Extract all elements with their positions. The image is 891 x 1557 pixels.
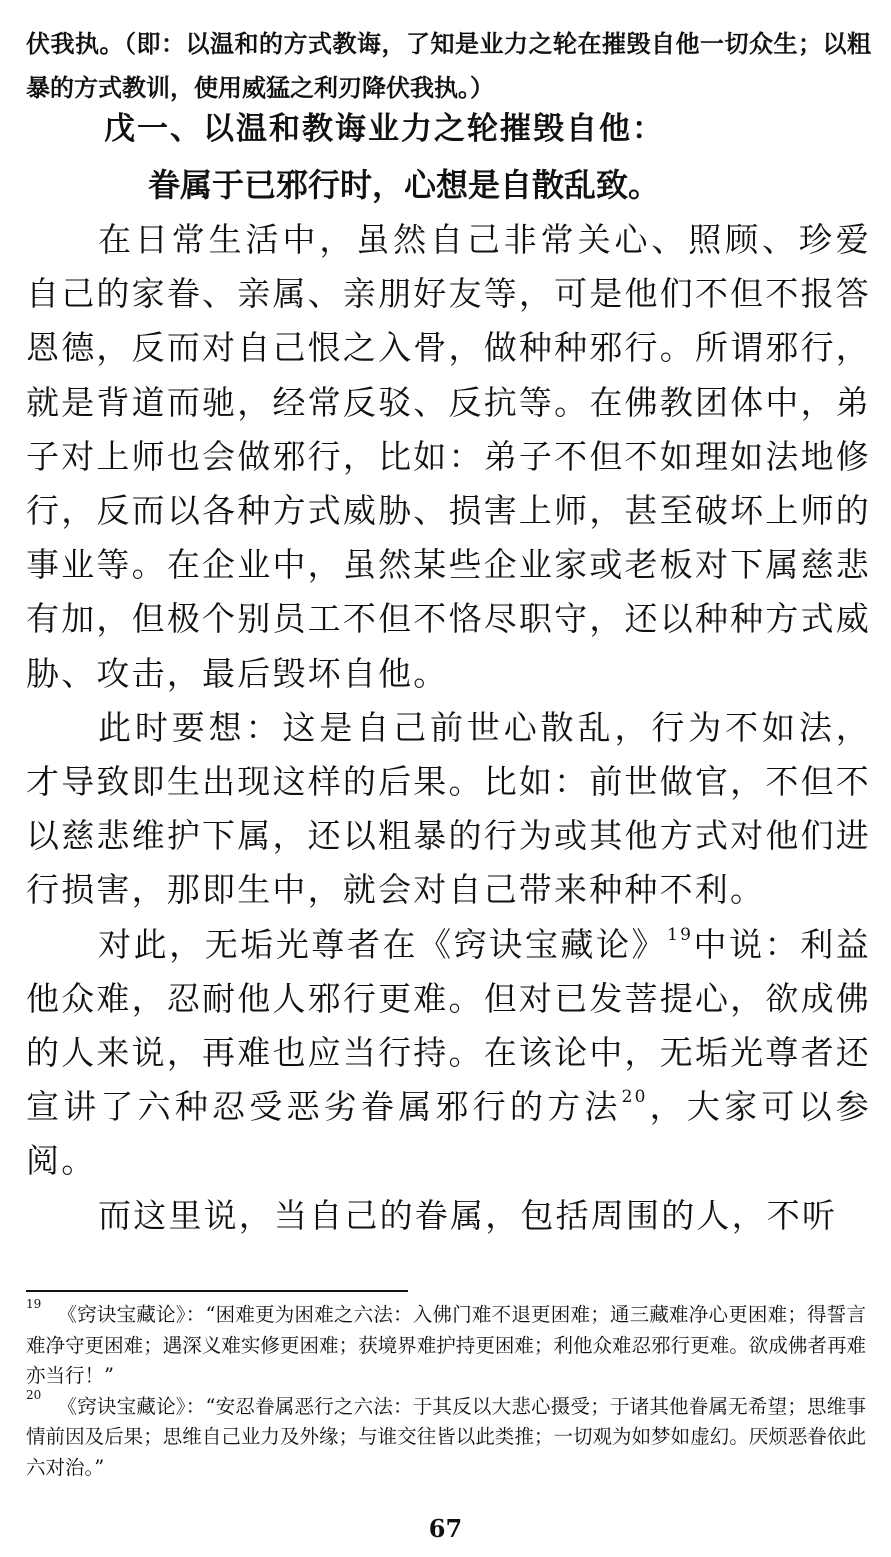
footnote-divider [26,1290,408,1292]
paragraph [26,918,871,1189]
intro-text [26,22,871,110]
footnote-ref[interactable]: 19 [667,924,694,945]
footnotes [26,1296,866,1483]
section-heading: 戊一、以温和教诲业力之轮摧毁自他： [104,111,665,147]
footnote-text: 《窍诀宝藏论》：“安忍眷属恶行之六法：于其反以大悲心摄受；于诸其他眷属无希望；思维事情前因及后果；思维自己业力及外缘；与谁交往皆以此类推；一切观为如梦如虚幻。厌烦恶眷依此六对治。” [26,1394,866,1479]
paragraph: 此时要想：这是自己前世心散乱，行为不如法，才导致即生出现这样的后果。比如：前世做官，不但不以慈悲维护下属，还以粗暴的行为或其他方式对他们进行损害，那即生中，就会对自己带来种种不利。 [26,707,871,910]
footnote [26,1388,866,1484]
root-verse: 眷属于已邪行时，心想是自散乱致。 [148,166,661,204]
paragraph: 而这里说，当自己的眷属，包括周围的人，不听 [98,1195,838,1235]
footnote [26,1296,866,1392]
paragraph: 在日常生活中，虽然自己非常关心、照顾、珍爱自己的家眷、亲属、亲朋好友等，可是他们不但不报答恩德，反而对自己恨之入骨，做种种邪行。所谓邪行，就是背道而驰，经常反驳、反抗等。在佛教团体中，弟子对上师也会做邪行，比如：弟子不但不如理如法地修行，反而以各种方式威胁、损害上师，甚至破坏上师的事业等。在企业中，虽然某些企业家或老板对下属慈悲有加，但极个别员工不但不恪尽职守，还以种种方式威胁、攻击，最后毁坏自他。 [26,220,871,693]
page-number: 67 [428,1514,463,1543]
intro-lead: 伏我执。 [26,29,124,58]
footnote-number: 19 [26,1296,42,1311]
footnote-text: 《窍诀宝藏论》：“困难更为困难之六法：入佛门难不退更困难；通三藏难净心更困难；得誓言难净守更困难；遇深义难实修更困难；获境界难护持更困难；利他众难忍邪行更难。欲成佛者再难亦当行！” [26,1303,866,1387]
paragraph-text: 中说：利益他众难，忍耐他人邪行更难。但对已发菩提心，欲成佛的人来说，再难也应当行持。在该论中，无垢光尊者还宣讲了六种忍受恶劣眷属邪行的方法 [26,924,872,1127]
paragraph-text: ，大家可以参阅。 [26,1087,872,1181]
body-text [26,213,871,1243]
footnote-ref[interactable]: 20 [621,1087,648,1108]
footnote-number: 20 [26,1388,42,1402]
intro-note: （即：以温和的方式教诲，了知是业力之轮在摧毁自他一切众生；以粗暴的方式教训，使用威猛之利刃降伏我执。） [26,29,871,102]
paragraph-text: 对此，无垢光尊者在《窍诀宝藏论》 [98,924,668,964]
